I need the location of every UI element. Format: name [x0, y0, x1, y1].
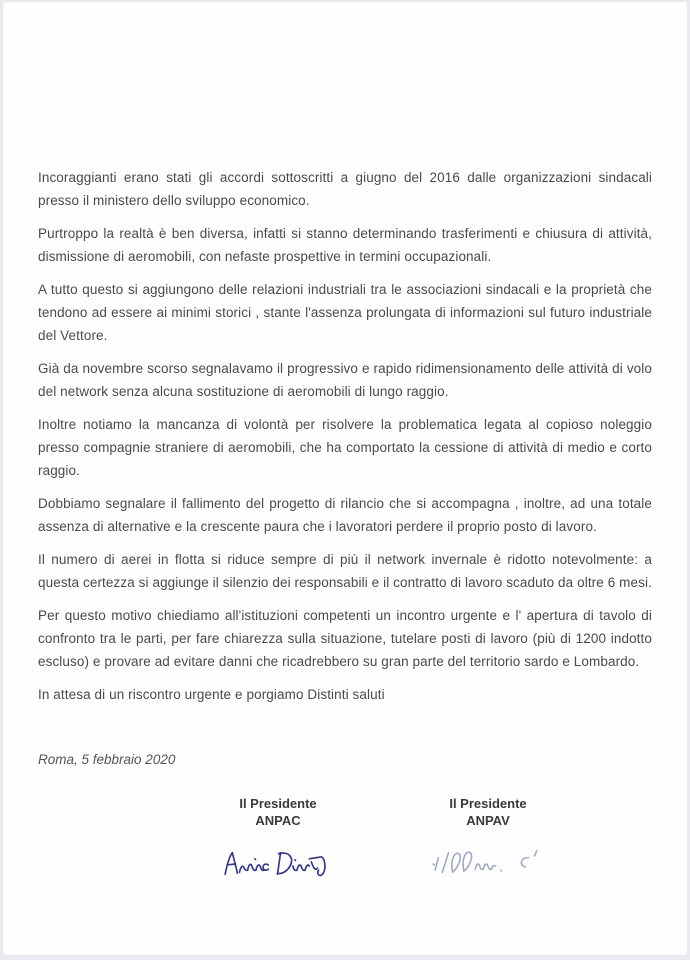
closing-line: In attesa di un riscontro urgente e porgiamo Distinti saluti — [38, 687, 385, 702]
paragraph: Già da novembre scorso segnalavamo il progressivo e rapido ridimensionamento delle attività di volo del network senza alcuna sostituzione di aeromobili di lungo raggio. — [38, 361, 652, 399]
paragraph: Purtroppo la realtà è ben diversa, infatti si stanno determinando trasferimenti e chiusura di attività, dismissione di aeromobili, con nefaste prospettive in termini occupazionali. — [38, 226, 652, 264]
signature-block-anpav — [420, 795, 556, 887]
signer-organization: ANPAC — [255, 813, 301, 828]
paragraph: Dobbiamo segnalare il fallimento del progetto di rilancio che si accompagna , inoltre, ad una totale assenza di alternative e la crescente paura che i lavoratori perdere il proprio posto di lavoro. — [38, 496, 652, 534]
paragraph: Il numero di aerei in flotta si riduce sempre di più il network invernale è ridotto notevolmente: a questa certezza si aggiunge il silenzio dei responsabili e il contratto di lavoro scaduto da oltre 6 mesi. — [38, 552, 652, 590]
letter-page — [3, 2, 687, 955]
paragraph: Inoltre notiamo la mancanza di volontà per risolvere la problematica legata al copioso noleggio presso compagnie straniere di aeromobili, che ha comportato la cessione di attività di medio e corto raggio. — [38, 417, 652, 478]
signature-block-anpac — [210, 795, 346, 887]
anpac-handwritten-signature-icon — [210, 845, 346, 887]
paragraph: A tutto questo si aggiungono delle relazioni industriali tra le associazioni sindacali e la proprietà che tendono ad essere ai minimi storici , stante l'assenza prolungata di informazioni sul futuro industriale del Vettore. — [38, 282, 652, 343]
signer-organization: ANPAV — [466, 813, 510, 828]
paragraph: Per questo motivo chiediamo all'istituzioni competenti un incontro urgente e l' apertura di tavolo di confronto tra le parti, per fare chiarezza sulla situazione, tutelare posti di lavoro (più di 1200 indotto escluso) e provare ad evitare danni che ricadrebbero su gran parte del territorio sardo e Lombardo. — [38, 608, 652, 669]
dateline: Roma, 5 febbraio 2020 — [38, 752, 176, 767]
signature-row — [38, 795, 652, 887]
letter-body — [3, 2, 687, 887]
paragraph: Incoraggianti erano stati gli accordi sottoscritti a giugno del 2016 dalle organizzazioni sindacali presso il ministero dello sviluppo economico. — [38, 170, 652, 208]
signer-title: Il Presidente — [449, 796, 527, 811]
signer-title: Il Presidente — [239, 796, 317, 811]
anpav-handwritten-signature-icon — [420, 845, 556, 887]
